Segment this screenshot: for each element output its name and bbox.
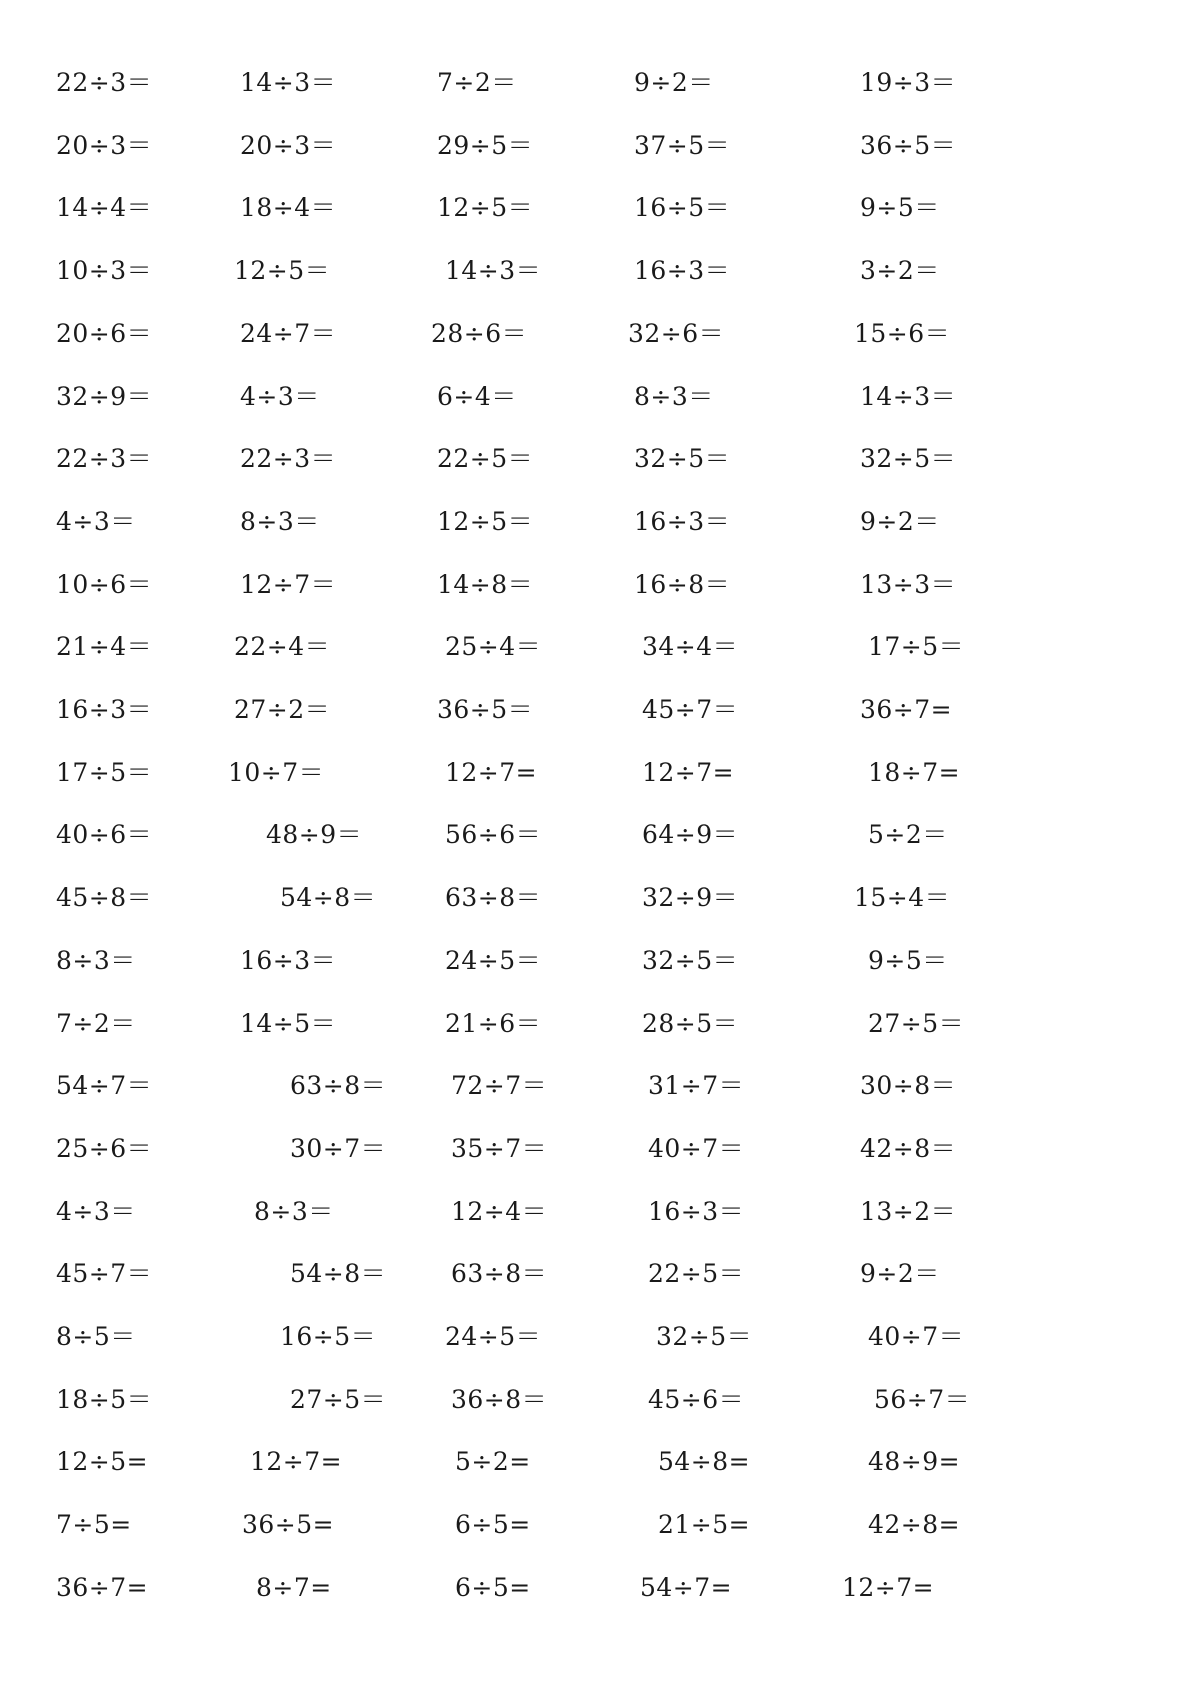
division-problem: 8÷5＝	[56, 1322, 136, 1351]
problem-row	[0, 251, 1191, 291]
division-problem: 36÷5=	[242, 1510, 335, 1540]
division-problem: 40÷6＝	[56, 820, 153, 850]
division-problem: 22÷3＝	[56, 68, 153, 97]
division-problem: 54÷8＝	[280, 883, 377, 913]
division-problem: 37÷5＝	[634, 130, 731, 160]
division-problem: 15÷4＝	[854, 883, 951, 913]
problem-row	[0, 1066, 1191, 1106]
division-problem: 19÷3＝	[860, 68, 957, 97]
division-problem: 42÷8＝	[860, 1133, 957, 1163]
division-problem: 72÷7＝	[451, 1071, 548, 1101]
division-problem: 12÷7＝	[240, 569, 337, 599]
division-problem: 30÷8＝	[860, 1071, 957, 1101]
division-problem: 63÷8＝	[445, 883, 542, 913]
problem-row	[0, 1129, 1191, 1169]
problem-row	[0, 126, 1191, 166]
division-problem: 12÷7=	[642, 757, 735, 787]
division-problem: 25÷4＝	[445, 632, 542, 662]
division-problem: 54÷7＝	[56, 1071, 153, 1101]
division-problem: 12÷5＝	[437, 506, 534, 536]
division-problem: 24÷7＝	[240, 318, 337, 348]
division-problem: 36÷5＝	[437, 695, 534, 724]
division-problem: 5÷2=	[455, 1447, 531, 1477]
division-problem: 45÷6＝	[648, 1384, 745, 1414]
problem-row	[0, 941, 1191, 981]
problem-row	[0, 1192, 1191, 1232]
division-problem: 40÷7＝	[868, 1322, 965, 1351]
division-problem: 27÷2＝	[234, 695, 331, 724]
division-problem: 4÷3＝	[56, 506, 136, 536]
problem-row	[0, 377, 1191, 417]
division-problem: 24÷5＝	[445, 945, 542, 975]
division-problem: 8÷3＝	[634, 381, 714, 411]
division-problem: 12÷5＝	[437, 193, 534, 223]
problem-row	[0, 753, 1191, 793]
division-problem: 21÷4＝	[56, 632, 153, 662]
division-problem: 7÷2＝	[56, 1008, 136, 1038]
division-problem: 16÷3＝	[634, 256, 731, 286]
division-problem: 25÷6＝	[56, 1133, 153, 1163]
division-problem: 13÷2＝	[860, 1196, 957, 1226]
division-problem: 24÷5＝	[445, 1322, 542, 1351]
division-problem: 12÷5=	[56, 1447, 149, 1477]
division-problem: 17÷5＝	[868, 632, 965, 662]
division-problem: 27÷5＝	[868, 1008, 965, 1038]
division-problem: 12÷5＝	[234, 256, 331, 286]
division-problem: 17÷5＝	[56, 757, 153, 787]
division-problem: 14÷3＝	[445, 256, 542, 286]
division-problem: 42÷8=	[868, 1510, 961, 1540]
problem-row	[0, 1380, 1191, 1420]
problem-row	[0, 63, 1191, 103]
division-problem: 16÷5＝	[280, 1322, 377, 1351]
division-problem: 14÷4＝	[56, 193, 153, 223]
division-problem: 14÷5＝	[240, 1008, 337, 1038]
division-problem: 15÷6＝	[854, 318, 951, 348]
division-problem: 20÷3＝	[56, 130, 153, 160]
division-problem: 45÷8＝	[56, 883, 153, 913]
division-problem: 10÷3＝	[56, 256, 153, 286]
division-problem: 63÷8＝	[451, 1259, 548, 1289]
division-problem: 8÷3＝	[56, 945, 136, 975]
division-problem: 9÷2＝	[634, 68, 714, 97]
division-problem: 3÷2＝	[860, 256, 940, 286]
problem-row	[0, 502, 1191, 542]
division-problem: 32÷9＝	[56, 381, 153, 411]
division-problem: 48÷9＝	[266, 820, 363, 850]
division-problem: 63÷8＝	[290, 1071, 387, 1101]
division-problem: 45÷7＝	[56, 1259, 153, 1289]
division-problem: 36÷8＝	[451, 1384, 548, 1414]
division-problem: 31÷7＝	[648, 1071, 745, 1101]
division-problem: 9÷2＝	[860, 506, 940, 536]
division-problem: 13÷3＝	[860, 569, 957, 599]
division-problem: 32÷5＝	[656, 1322, 753, 1351]
division-problem: 4÷3＝	[240, 381, 320, 411]
problem-row	[0, 878, 1191, 918]
division-problem: 64÷9＝	[642, 820, 739, 850]
division-problem: 9÷5＝	[860, 193, 940, 223]
division-problem: 16÷3＝	[648, 1196, 745, 1226]
division-problem: 7÷2＝	[437, 68, 517, 97]
division-problem: 22÷4＝	[234, 632, 331, 662]
division-problem: 54÷8=	[658, 1447, 751, 1477]
division-problem: 28÷6＝	[431, 318, 528, 348]
division-problem: 18÷5＝	[56, 1384, 153, 1414]
problem-row	[0, 1254, 1191, 1294]
division-problem: 16÷3＝	[56, 695, 153, 724]
division-problem: 10÷6＝	[56, 569, 153, 599]
problem-row	[0, 1004, 1191, 1044]
problem-row	[0, 690, 1191, 730]
division-problem: 5÷2＝	[868, 820, 948, 850]
division-problem: 21÷5=	[658, 1510, 751, 1540]
division-problem: 20÷3＝	[240, 130, 337, 160]
division-problem: 32÷6＝	[628, 318, 725, 348]
division-problem: 34÷4＝	[642, 632, 739, 662]
problem-row	[0, 627, 1191, 667]
problem-row	[0, 565, 1191, 605]
division-problem: 8÷7=	[256, 1572, 332, 1602]
division-problem: 32÷5＝	[642, 945, 739, 975]
division-problem: 30÷7＝	[290, 1133, 387, 1163]
division-problem: 12÷7=	[842, 1572, 935, 1602]
division-problem: 29÷5＝	[437, 130, 534, 160]
division-problem: 6÷5=	[455, 1572, 531, 1602]
division-problem: 16÷3＝	[634, 506, 731, 536]
division-problem: 22÷3＝	[240, 444, 337, 474]
division-problem: 22÷3＝	[56, 444, 153, 474]
division-problem: 14÷3＝	[860, 381, 957, 411]
division-problem: 28÷5＝	[642, 1008, 739, 1038]
division-problem: 54÷7=	[640, 1572, 733, 1602]
division-problem: 21÷6＝	[445, 1008, 542, 1038]
problem-row	[0, 188, 1191, 228]
division-problem: 36÷7=	[860, 695, 953, 724]
division-problem: 6÷4＝	[437, 381, 517, 411]
division-problem: 56÷7＝	[874, 1384, 971, 1414]
division-problem: 32÷5＝	[634, 444, 731, 474]
division-problem: 22÷5＝	[437, 444, 534, 474]
division-problem: 14÷3＝	[240, 68, 337, 97]
division-problem: 54÷8＝	[290, 1259, 387, 1289]
division-problem: 12÷7=	[250, 1447, 343, 1477]
division-problem: 20÷6＝	[56, 318, 153, 348]
problem-row	[0, 1317, 1191, 1357]
division-problem: 18÷7=	[868, 757, 961, 787]
division-problem: 32÷5＝	[860, 444, 957, 474]
problem-row	[0, 1505, 1191, 1545]
division-problem: 45÷7＝	[642, 695, 739, 724]
division-problem: 9÷2＝	[860, 1259, 940, 1289]
division-problem: 8÷3＝	[254, 1196, 334, 1226]
problem-row	[0, 815, 1191, 855]
division-problem: 9÷5＝	[868, 945, 948, 975]
problem-row	[0, 439, 1191, 479]
problem-row	[0, 1568, 1191, 1608]
division-problem: 8÷3＝	[240, 506, 320, 536]
division-problem: 35÷7＝	[451, 1133, 548, 1163]
problem-row	[0, 314, 1191, 354]
division-problem: 18÷4＝	[240, 193, 337, 223]
division-problem: 16÷8＝	[634, 569, 731, 599]
division-problem: 36÷5＝	[860, 130, 957, 160]
division-problem: 14÷8＝	[437, 569, 534, 599]
division-problem: 12÷7=	[445, 757, 538, 787]
division-problem: 10÷7＝	[228, 757, 325, 787]
division-problem: 16÷3＝	[240, 945, 337, 975]
division-problem: 40÷7＝	[648, 1133, 745, 1163]
division-problem: 4÷3＝	[56, 1196, 136, 1226]
division-problem: 36÷7=	[56, 1572, 149, 1602]
division-problem: 32÷9＝	[642, 883, 739, 913]
division-problem: 22÷5＝	[648, 1259, 745, 1289]
problem-row	[0, 1442, 1191, 1482]
division-problem: 6÷5=	[455, 1510, 531, 1540]
division-problem: 56÷6＝	[445, 820, 542, 850]
division-problem: 27÷5＝	[290, 1384, 387, 1414]
division-problem: 12÷4＝	[451, 1196, 548, 1226]
division-problem: 7÷5=	[56, 1510, 132, 1540]
division-problem: 16÷5＝	[634, 193, 731, 223]
division-problem: 48÷9=	[868, 1447, 961, 1477]
